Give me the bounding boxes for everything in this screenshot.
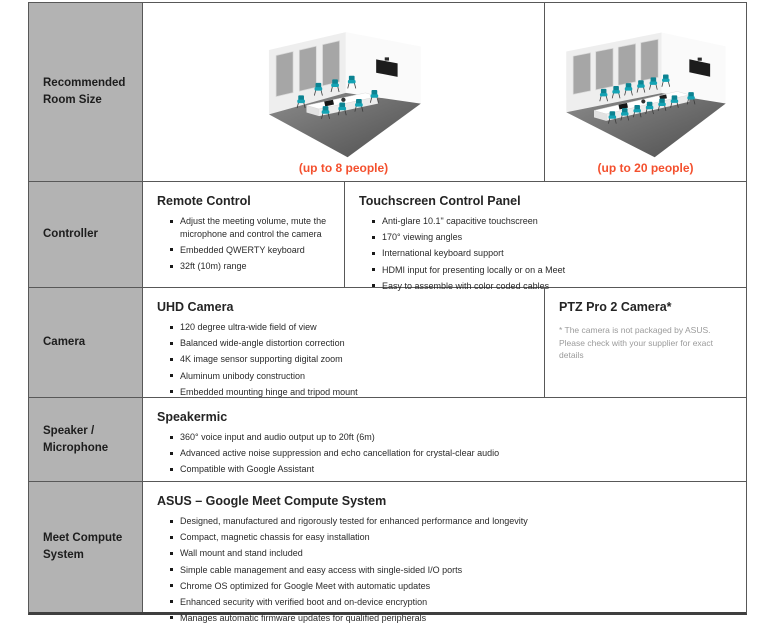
bullet-item: Enhanced security with verified boot and on-device encryption [170, 596, 734, 609]
bullet-item: Embedded mounting hinge and tripod mount [170, 386, 532, 399]
row-controller [29, 181, 746, 291]
bullet-item: HDMI input for presenting locally or on a Meet [372, 264, 734, 277]
product-spec-table [28, 2, 747, 623]
ptz-camera-title: PTZ Pro 2 Camera* [559, 300, 672, 314]
bullet-item: 120 degree ultra-wide field of view [170, 321, 532, 334]
room-capacity-caption-large: (up to 20 people) [597, 160, 694, 175]
remote-control-bullets [157, 215, 332, 272]
bullet-item: 360° voice input and audio output up to 20ft (6m) [170, 431, 734, 444]
speakermic-title: Speakermic [157, 410, 228, 424]
compute-system-cell [143, 482, 746, 623]
bullet-item: Anti-glare 10.1" capacitive touchscreen [372, 215, 734, 228]
row-speaker-microphone [29, 397, 746, 481]
row-label-speaker-microphone: Speaker / Microphone [29, 398, 143, 481]
bullet-item: Manages automatic firmware updates for qualified peripherals [170, 612, 734, 624]
bullet-item: Compact, magnetic chassis for easy installation [170, 531, 734, 544]
row-recommended-room-size [29, 3, 746, 181]
row-meet-compute-system [29, 481, 746, 623]
row-camera [29, 287, 746, 397]
bullet-item: Balanced wide-angle distortion correction [170, 337, 532, 350]
ptz-camera-cell [545, 288, 746, 397]
bullet-item: Wall mount and stand included [170, 547, 734, 560]
uhd-camera-title: UHD Camera [157, 300, 234, 314]
speakermic-cell [143, 398, 746, 481]
bullet-item: Chrome OS optimized for Google Meet with automatic updates [170, 580, 734, 593]
meeting-room-illustration-small [246, 25, 442, 159]
uhd-camera-cell [143, 288, 545, 397]
room-cell-small [143, 3, 545, 181]
compute-system-title: ASUS – Google Meet Compute System [157, 494, 387, 508]
row-label-recommended-room-size: Recommended Room Size [29, 3, 143, 181]
bullet-item: Easy to assemble with color coded cables [372, 280, 734, 293]
bullet-item: Aluminum unibody construction [170, 370, 532, 383]
bullet-item: 4K image sensor supporting digital zoom [170, 353, 532, 366]
meeting-room-illustration-large [551, 29, 741, 159]
bullet-item: 32ft (10m) range [170, 260, 332, 273]
bullet-item: Embedded QWERTY keyboard [170, 244, 332, 257]
touchscreen-panel-bullets [359, 215, 734, 292]
compute-system-bullets [157, 515, 734, 624]
row-label-meet-compute-system: Meet Compute System [29, 482, 143, 612]
row-label-camera: Camera [29, 288, 143, 397]
bullet-item: Simple cable management and easy access with single-sided I/O ports [170, 564, 734, 577]
row-label-controller: Controller [29, 182, 143, 287]
bullet-item: Compatible with Google Assistant [170, 463, 734, 476]
remote-control-title: Remote Control [157, 194, 251, 208]
room-cell-large [545, 3, 746, 181]
remote-control-cell [143, 182, 345, 287]
bullet-item: 170° viewing angles [372, 231, 734, 244]
bullet-item: Adjust the meeting volume, mute the microphone and control the camera [170, 215, 332, 240]
bullet-item: Advanced active noise suppression and echo cancellation for crystal-clear audio [170, 447, 734, 460]
speakermic-bullets [157, 431, 734, 476]
ptz-camera-note: * The camera is not packaged by ASUS. Please check with your supplier for exact details [559, 325, 714, 360]
touchscreen-panel-title: Touchscreen Control Panel [359, 194, 521, 208]
uhd-camera-bullets [157, 321, 532, 398]
bullet-item: International keyboard support [372, 247, 734, 260]
bullet-item: Designed, manufactured and rigorously tested for enhanced performance and longevity [170, 515, 734, 528]
room-capacity-caption-small: (up to 8 people) [298, 160, 389, 175]
touchscreen-panel-cell [345, 182, 746, 291]
